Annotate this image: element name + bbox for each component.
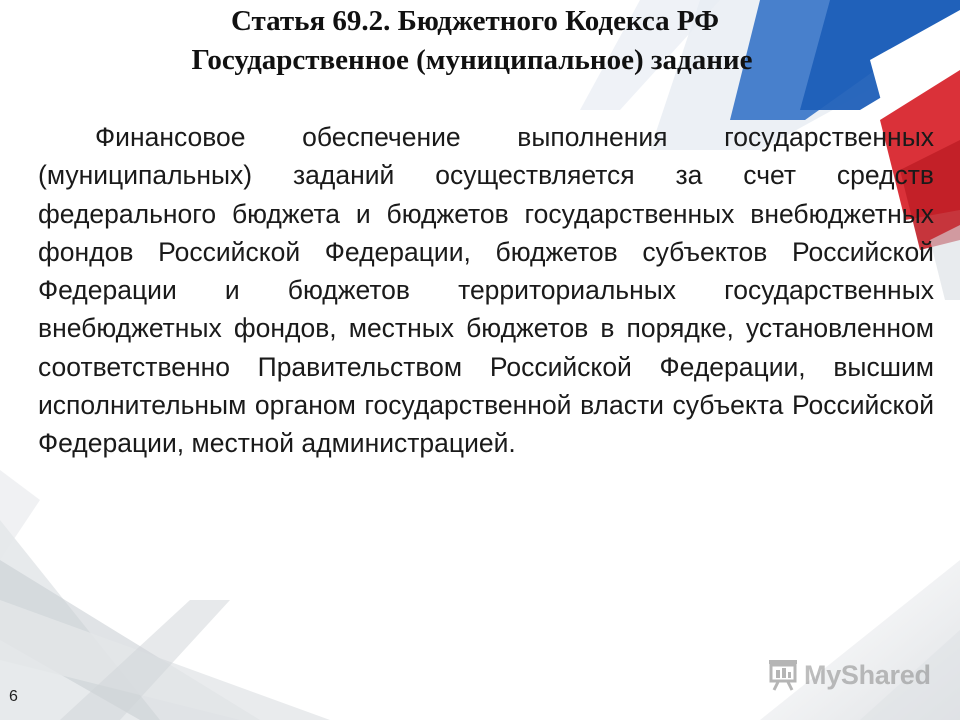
title-line-2: Государственное (муниципальное) задание (191, 44, 753, 76)
page-number: 6 (9, 688, 18, 705)
watermark-text: MyShared (804, 659, 931, 690)
slide-title (0, 2, 960, 80)
myshared-watermark (766, 655, 931, 695)
body-paragraph: Финансовое обеспечение выполнения государственных (муниципальных) заданий осуществляется за счет средств федерального бюджета и бюджетов государственных внебюджетных фондов Российской Федерации, бюджетов субъектов Российской Федерации и бюджетов территориальных государственных внебюджетных фондов, местных бюджетов в порядке, установленном соответственно Правительством Российской Федерации, высшим исполнительным органом государственной власти субъекта Российской Федерации, местной администрацией. (38, 122, 934, 459)
title-line-1: Статья 69.2. Бюджетного Кодекса РФ (230, 5, 720, 37)
grey-sweeps-bottom-left (0, 470, 330, 720)
grey-sweeps-bottom-right (760, 560, 960, 720)
presentation-board-icon (766, 658, 800, 692)
